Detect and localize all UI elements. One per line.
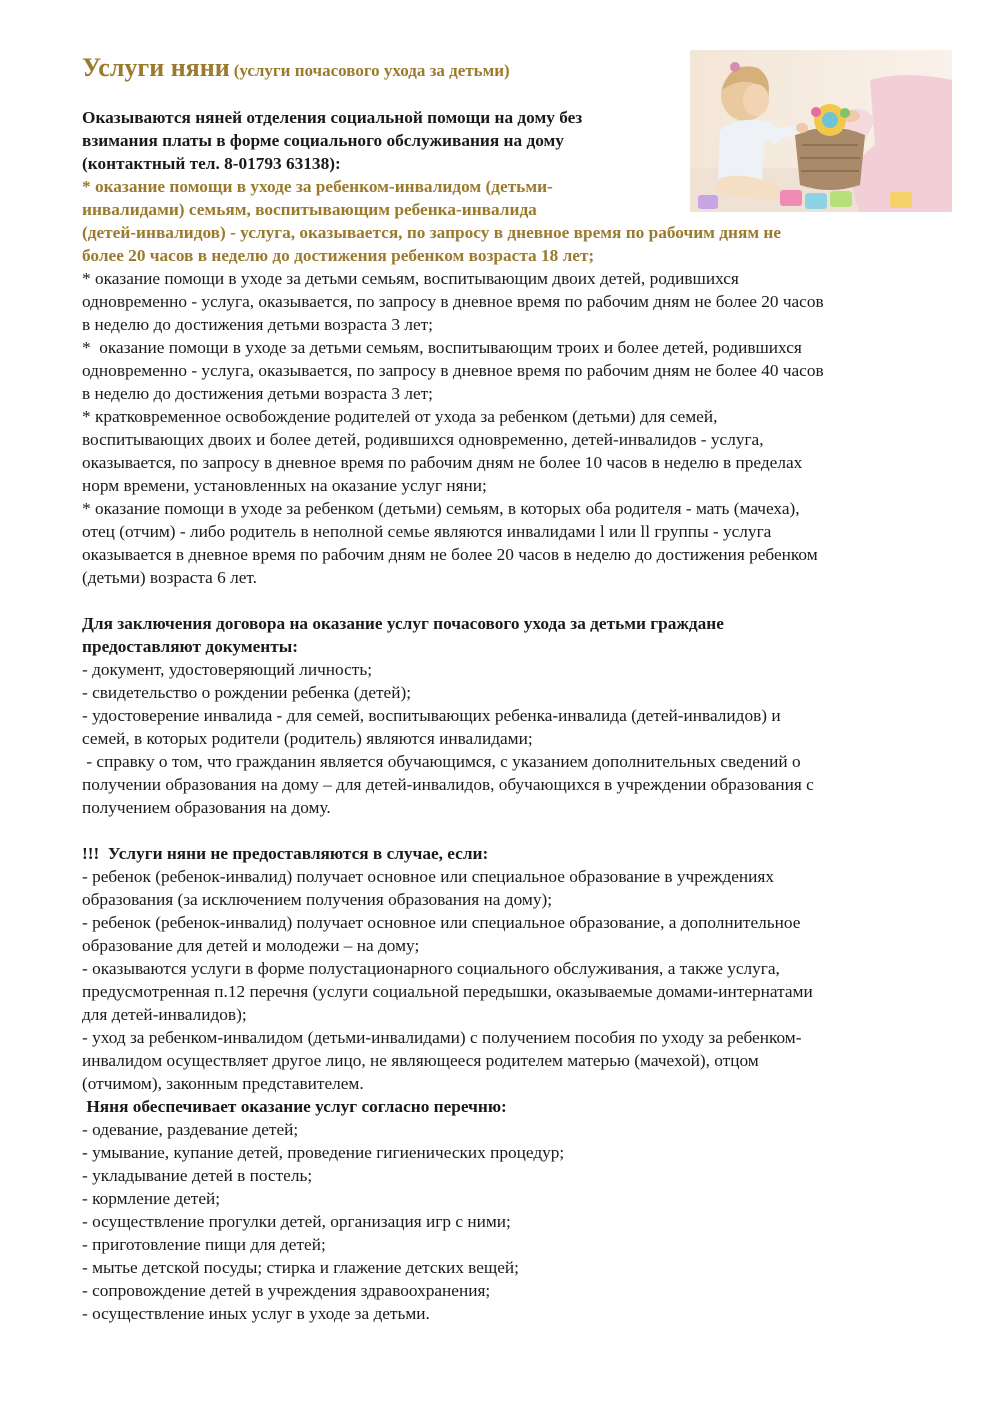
service-line: норм времени, установленных на оказание услуг няни; <box>82 476 487 495</box>
spacer <box>82 819 962 842</box>
nanny-item: - сопровождение детей в учреждения здравоохранения; <box>82 1281 491 1300</box>
documents-section <box>82 612 962 819</box>
intro-line: Оказываются няней отделения социальной помощи на дому без <box>82 108 583 127</box>
exclusion-item: для детей-инвалидов); <box>82 1005 247 1024</box>
highlight-line: более 20 часов в неделю до достижения ребенком возраста 18 лет; <box>82 246 595 265</box>
service-line: * оказание помощи в уходе за детьми семьям, воспитывающим двоих детей, родившихся <box>82 269 739 288</box>
documents-heading: Для заключения договора на оказание услуг почасового ухода за детьми граждане <box>82 614 724 633</box>
document-item: получением образования на дому. <box>82 798 331 817</box>
intro-paragraph <box>82 106 682 175</box>
document-item: получении образования на дому – для детей-инвалидов, обучающихся в учреждении образования с <box>82 775 814 794</box>
nanny-item: - осуществление иных услуг в уходе за детьми. <box>82 1304 430 1323</box>
highlight-service <box>82 175 962 267</box>
nanny-heading: Няня обеспечивает оказание услуг согласно перечню: <box>82 1097 507 1116</box>
exclusion-item: образование для детей и молодежи – на дому; <box>82 936 420 955</box>
title-subtitle: (услуги почасового ухода за детьми) <box>233 61 510 80</box>
nanny-item: - кормление детей; <box>82 1189 221 1208</box>
intro-line: взимания платы в форме социального обслуживания на дому <box>82 131 564 150</box>
title-main: Услуги няни <box>82 53 230 82</box>
service-line: отец (отчим) - либо родитель в неполной семье являются инвалидами l или ll группы - услуга <box>82 522 772 541</box>
service-line: одновременно - услуга, оказывается, по запросу в дневное время по рабочим дням не более 20 часов <box>82 292 824 311</box>
exclusion-item: - оказываются услуги в форме полустационарного социального обслуживания, а также услуга, <box>82 959 780 978</box>
highlight-line: (детей-инвалидов) - услуга, оказывается, по запросу в дневное время по рабочим дням не <box>82 223 782 242</box>
document-item: - справку о том, что гражданин является обучающимся, с указанием дополнительных сведений о <box>82 752 801 771</box>
service-line: * оказание помощи в уходе за детьми семьям, воспитывающим троих и более детей, родившихся <box>82 338 802 357</box>
exclusion-item: - уход за ребенком-инвалидом (детьми-инвалидами) с получением пособия по уходу за ребенком- <box>82 1028 802 1047</box>
service-line: в неделю до достижения детьми возраста 3 лет; <box>82 315 433 334</box>
service-line: в неделю до достижения детьми возраста 3 лет; <box>82 384 433 403</box>
exclusion-item: образования (за исключением получения образования на дому); <box>82 890 553 909</box>
exclusion-item: предусмотренная п.12 перечня (услуги социальной передышки, оказываемые домами-интернатами <box>82 982 813 1001</box>
exclusions-heading: !!! Услуги няни не предоставляются в случае, если: <box>82 844 489 863</box>
exclusions-section <box>82 842 962 1095</box>
intro-line: (контактный тел. 8-01793 63138): <box>82 154 341 173</box>
service-line: оказывается, по запросу в дневное время по рабочим дням не более 10 часов в неделю в пределах <box>82 453 803 472</box>
service-line: одновременно - услуга, оказывается, по запросу в дневное время по рабочим дням не более 40 часов <box>82 361 824 380</box>
nanny-services-section <box>82 1095 962 1325</box>
exclusion-item: инвалидом осуществляет другое лицо, не являющееся родителем матерью (мачехой), отцом <box>82 1051 759 1070</box>
service-line: оказывается в дневное время по рабочим дням не более 20 часов в неделю до достижения ребенком <box>82 545 818 564</box>
highlight-line: * оказание помощи в уходе за ребенком-инвалидом (детьми- <box>82 177 553 196</box>
exclusion-item: - ребенок (ребенок-инвалид) получает основное или специальное образование в учреждениях <box>82 867 775 886</box>
nanny-item: - укладывание детей в постель; <box>82 1166 313 1185</box>
service-line: (детьми) возраста 6 лет. <box>82 568 257 587</box>
nanny-item: - приготовление пищи для детей; <box>82 1235 326 1254</box>
nanny-item: - умывание, купание детей, проведение гигиенических процедур; <box>82 1143 565 1162</box>
document-page <box>82 48 962 1325</box>
document-item: - документ, удостоверяющий личность; <box>82 660 373 679</box>
document-item: семей, в которых родители (родитель) являются инвалидами; <box>82 729 533 748</box>
nanny-item: - осуществление прогулки детей, организация игр с ними; <box>82 1212 511 1231</box>
documents-heading: предоставляют документы: <box>82 637 298 656</box>
services-list <box>82 267 962 589</box>
service-line: * кратковременное освобождение родителей от ухода за ребенком (детьми) для семей, <box>82 407 718 426</box>
service-line: воспитывающих двоих и более детей, родившихся одновременно, детей-инвалидов - услуга, <box>82 430 764 449</box>
exclusion-item: - ребенок (ребенок-инвалид) получает основное или специальное образование, а дополнительное <box>82 913 801 932</box>
document-item: - свидетельство о рождении ребенка (детей); <box>82 683 412 702</box>
service-line: * оказание помощи в уходе за ребенком (детьми) семьям, в которых оба родителя - мать (мачеха), <box>82 499 800 518</box>
highlight-line: инвалидами) семьям, воспитывающим ребенка-инвалида <box>82 200 537 219</box>
exclusion-item: (отчимом), законным представителем. <box>82 1074 364 1093</box>
nanny-item: - одевание, раздевание детей; <box>82 1120 299 1139</box>
spacer <box>82 589 962 612</box>
nanny-item: - мытье детской посуды; стирка и глажение детских вещей; <box>82 1258 519 1277</box>
document-item: - удостоверение инвалида - для семей, воспитывающих ребенка-инвалида (детей-инвалидов) и <box>82 706 781 725</box>
page-title <box>82 48 962 88</box>
